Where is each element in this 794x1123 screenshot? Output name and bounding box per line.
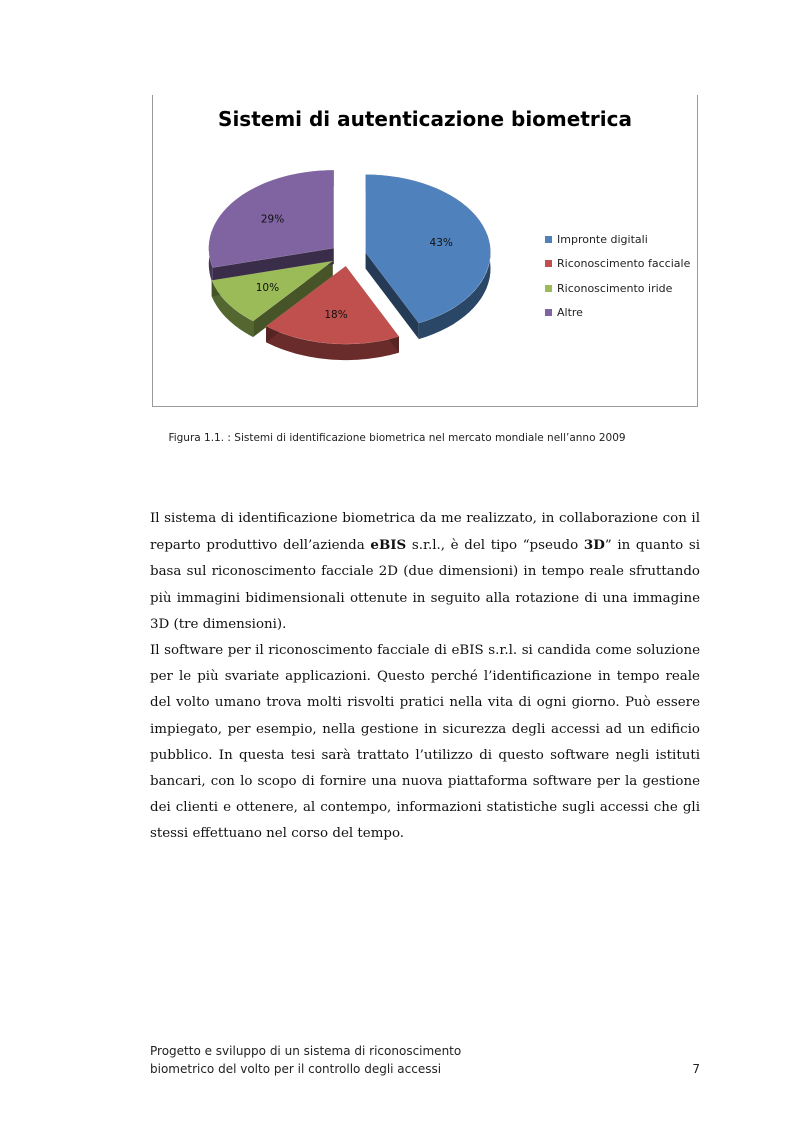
legend-item [545,227,690,252]
page-footer [150,1042,700,1078]
legend-item [545,252,690,277]
paragraph: Il sistema di identificazione biometrica da me realizzato, in collaborazione con il reparto produttivo dell’azienda eBIS s.r.l., è del tipo “pseudo 3D” in quanto si basa sul riconoscimento facciale 2D (due dimensioni) in tempo reale sfruttando più immagini bidimensionali ottenute in seguito alla rotazione di una immagine 3D (tre dimensioni). [150,511,701,632]
legend-item [545,276,690,301]
body-text [150,506,700,848]
legend-swatch [545,285,552,292]
legend-label: Riconoscimento facciale [557,257,691,271]
legend-swatch [545,236,552,243]
legend-label: Riconoscimento iride [557,281,673,295]
legend-swatch [545,309,552,316]
chart-container [152,95,698,407]
chart-title: Sistemi di autenticazione biometrica [218,107,632,131]
legend-label: Altre [557,306,583,320]
chart-legend [545,227,690,325]
footer-title-line: Progetto e sviluppo di un sistema di riconoscimento [150,1044,462,1058]
legend-item [545,301,690,326]
pie-data-label: 18% [324,309,348,322]
pie-data-label: 29% [260,213,285,226]
legend-label: Impronte digitali [557,232,648,246]
pie-data-label: 10% [255,281,280,294]
legend-swatch [545,260,552,267]
footer-title-line: biometrico del volto per il controllo degli accessi [150,1062,442,1076]
page-number: 7 [692,1062,700,1076]
paragraph: Il software per il riconoscimento facciale di eBIS s.r.l. si candida come soluzione per le più svariate applicazioni. Questo perché l’identificazione in tempo reale del volto umano trova molti risvolti pratici nella vita di ogni giorno. Può essere impiegato, per esempio, nella gestione in sicurezza degli accessi ad un edificio pubblico. In questa tesi sarà trattato l’utilizzo di questo software negli istituti bancari, con lo scopo di fornire una nuova piattaforma software per la gestione dei clienti e ottenere, al contempo, informazioni statistiche sugli accessi che gli stessi effettuano nel corso del tempo. [150,643,700,842]
pie-data-label: 43% [429,237,453,249]
figure-caption: Figura 1.1. : Sistemi di identificazione biometrica nel mercato mondiale nell’anno 2009 [168,432,626,444]
